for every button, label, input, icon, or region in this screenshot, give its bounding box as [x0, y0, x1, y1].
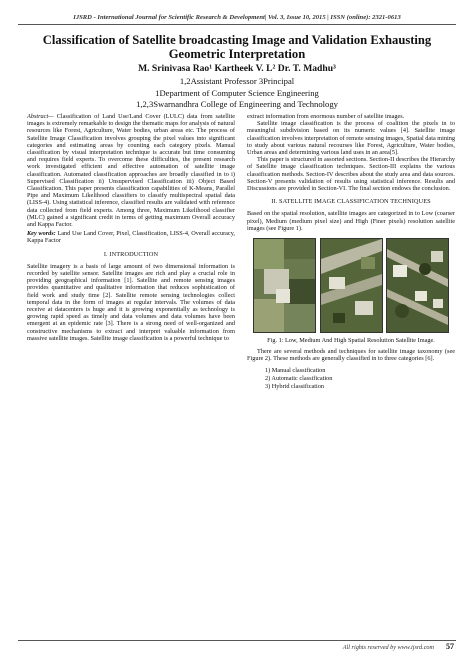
keywords-text: Land Use Land Cover, Pixel, Classification, LISS-4, Overall accuracy, Kappa Factor — [27, 230, 235, 245]
figure-1-caption: Fig. 1: Low, Medium And High Spatial Resolution Satellite Image. — [267, 337, 435, 345]
figure-1 — [253, 238, 449, 333]
affiliation-department: 1Department of Computer Science Engineering — [155, 88, 319, 98]
paragraph-2: Satellite image classification is the process of coalition the pixels in to meaningful subdivision based on its numeric values [4]. Satellite image classification involves interpretation of remote sensing images, Spatial data mining to study about various natural recourses like Forest, Agriculture, Water bodies, Urban areas and determining various land uses in an area[5]. — [247, 120, 455, 157]
affiliation-college: 1,2,3Swarnandhra College of Engineering and Technology — [136, 99, 338, 109]
paper-title: Classification of Satellite broadcasting Image and Validation Exhausting Geometric Interpretation — [42, 33, 432, 61]
abstract-label: Abstract— — [27, 113, 54, 120]
high-resolution-image — [386, 238, 449, 333]
footer-copyright: All rights reserved by www.ijsrd.com — [342, 644, 434, 651]
affiliation-roles: 1,2Assistant Professor 3Principal — [179, 76, 295, 86]
page-number: 57 — [446, 642, 454, 651]
journal-header: IJSRD - International Journal for Scientific Research & Development| Vol. 3, Issue 10, 2015 | ISSN (online): 2321-0613 — [73, 14, 401, 21]
section-heading-introduction: I. INTRODUCTION — [103, 250, 159, 258]
author-line: M. Srinivasa Rao¹ Kartheek V. L² Dr. T. Madhu³ — [138, 63, 336, 74]
paragraph-3: This paper is structured in assorted sections. Section-II describes the Hierarchy of Satellite image classification techniques. Section-III explains the various classification methods. Section-IV describes about the study area and data sources. Section-V presents validation of results using statistical inference. Results and Discussions are provided in Section-VI. The final section endows the conclusion. — [247, 156, 455, 193]
keywords-label: Key words: — [27, 230, 56, 238]
right-column — [247, 113, 455, 391]
list-item: 1) Manual classification — [265, 366, 326, 374]
section-heading-techniques: II. SATELLITE IMAGE CLASSIFICATION TECHNIQUES — [271, 198, 431, 206]
paragraph-1: extract information from enormous number of satellite images. — [247, 113, 405, 120]
list-item: 2) Automatic classification — [265, 374, 333, 382]
keywords — [27, 230, 235, 244]
intro-paragraph: Satellite imagery is a basis of large amount of two dimensional information is recorded by satellite sensor. Satellite images are rich and play a crucial role in providing geographical information [1]. Satellite and remote sensing images provides quantitative and qualitative information that reduces sophistication of field work and study time [2]. Satellite remote sensing technologies collect temporal data in the form of images at regular intervals. The volumes of data receive at datacenters is huge and it is growing exponentially as technology is growing rapid speed as timely and data volumes and data volumes have been emergent at an epidemic rate [3]. There is a strong need of well-organized and constructive mechanisms to extract and interpret valuable information from massive satellite images. Satellite image classification is a powerful technique to — [27, 262, 235, 342]
classification-list — [265, 367, 455, 391]
low-resolution-image — [253, 238, 316, 333]
paragraph-5: There are several methods and techniques for satellite image taxonomy (see Figure 2). These methods are generally classified in to three categories [6]. — [247, 348, 455, 363]
left-column — [27, 113, 235, 342]
abstract — [27, 113, 235, 228]
footer-divider — [18, 640, 456, 641]
list-item: 3) Hybrid classification — [265, 383, 325, 391]
medium-resolution-image — [320, 238, 383, 333]
paragraph-4: Based on the spatial resolution, satellite images are categorized in to Low (coarser pixel), Medium (medium pixel size) and High (Finer pixels) resolution satellite images (see Figure 1). — [247, 210, 455, 232]
header-divider — [18, 24, 456, 25]
abstract-text: Classification of Land Use/Land Cover (LULC) data from satellite images is extremely remarkable to design the thematic maps for analysis of natural resources like Forest, Agriculture, Water bodies, urban areas etc. The process of Satellite Image Classification involves grouping the pixel values into significant categories and estimating areas by counting each category pixels. Manual classification by visual interpretation technique is accurate but time consuming and requires field experts. To overcome these difficulties, the present research work investigated efficient and effective automation of satellite image classification. Automated classification approaches are broadly classified in to i) Supervised Classification ii) Unsupervised Classification iii) Object Based Classification. This paper presents classification capabilities of K-Means, Parallel Pipe and Maximum Likelihood classifiers to classify multispectral spatial data (LISS-4). Using statistical inference, classified results are validated with reference data collected from field experts. Among three, Maximum Likelihood classifier (MLC) gained a significant credit in terms of getting maximum Overall accuracy and Kappa Factor. — [27, 113, 235, 229]
